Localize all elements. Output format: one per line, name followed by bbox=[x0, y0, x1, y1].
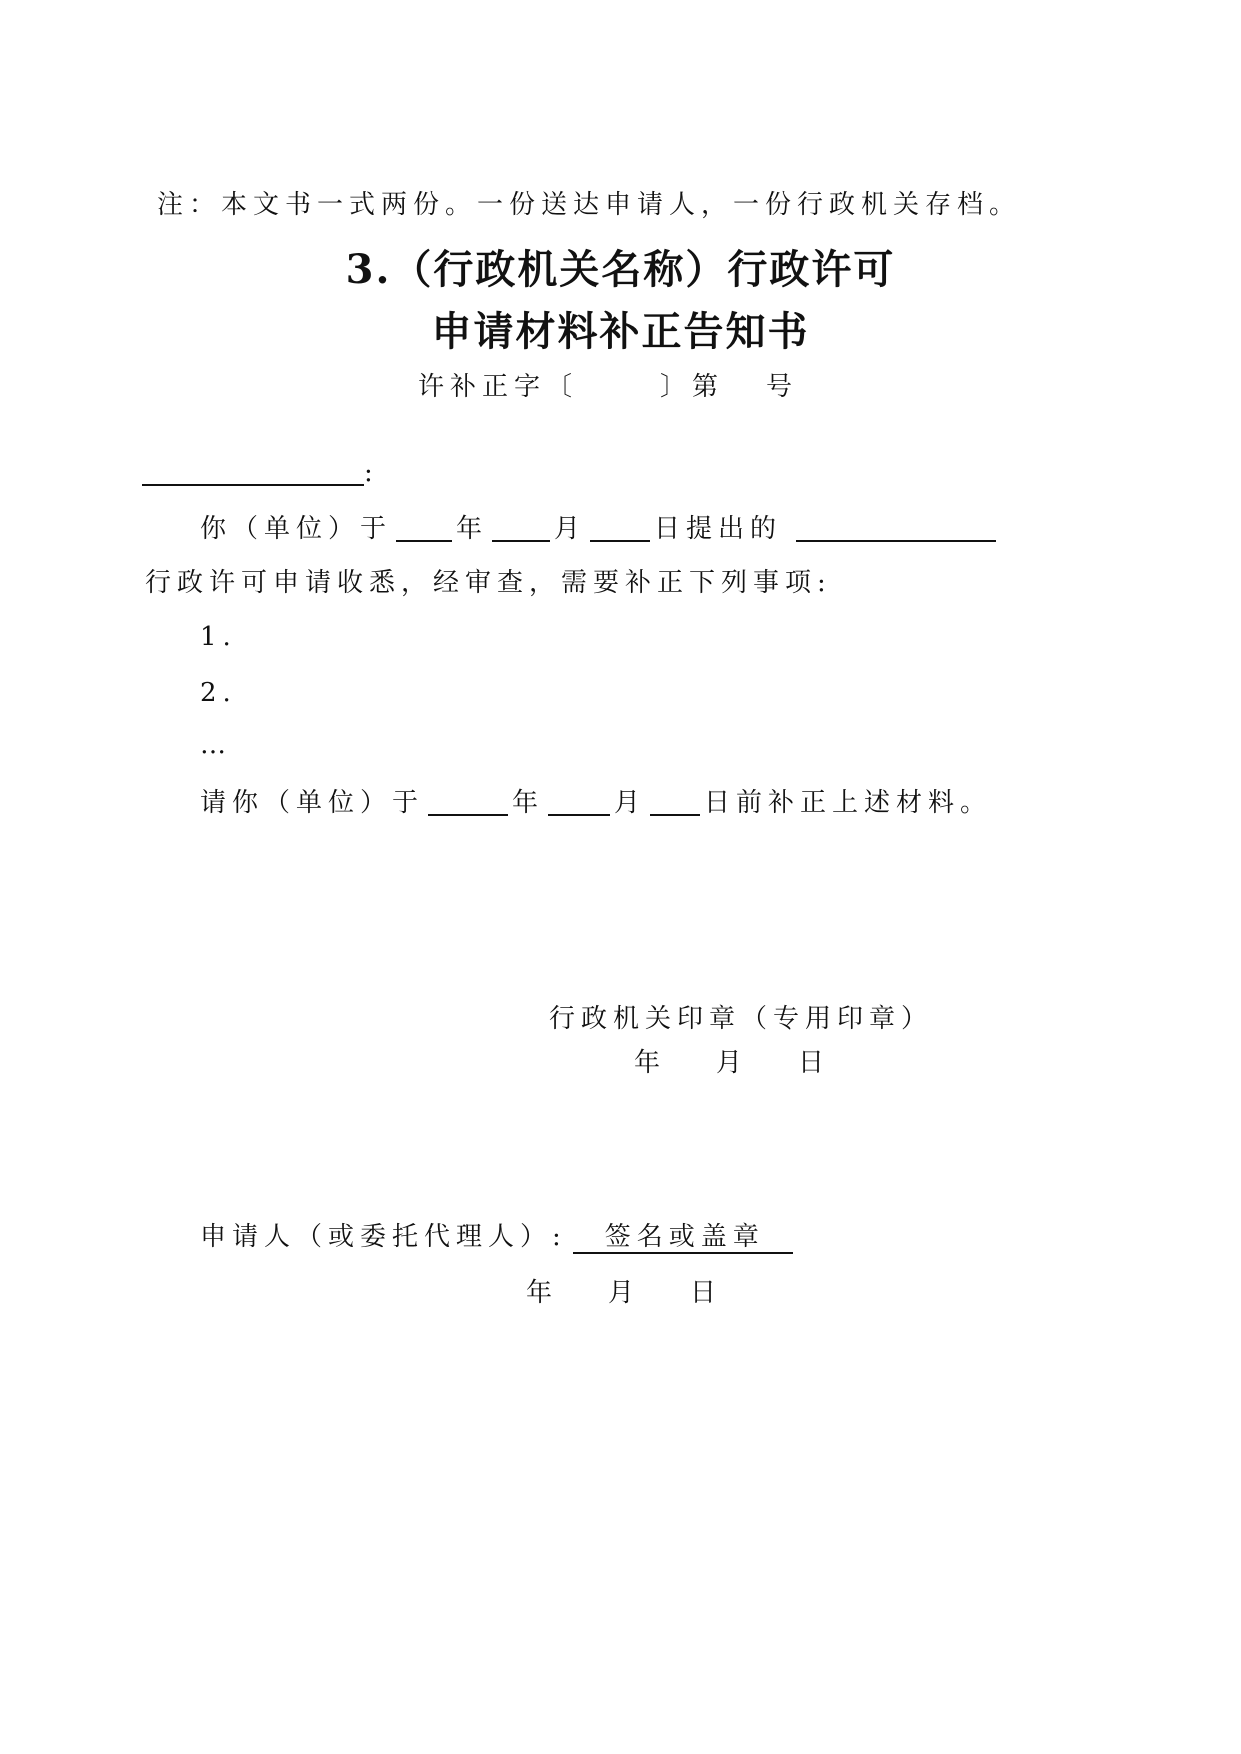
applicant-date-month: 月 bbox=[608, 1278, 641, 1308]
agency-seal-label: 行政机关印章（专用印章） bbox=[549, 1004, 934, 1034]
deadline-month-blank[interactable] bbox=[548, 788, 610, 816]
paragraph-1-start: 你（单位）于 bbox=[200, 514, 393, 544]
applicant-signature-field[interactable]: 签名或盖章 bbox=[573, 1222, 793, 1254]
agency-date-year: 年 bbox=[634, 1048, 667, 1078]
note-text: 注：本文书一式两份。一份送达申请人，一份行政机关存档。 bbox=[157, 190, 1022, 220]
deadline-year-blank[interactable] bbox=[428, 788, 508, 816]
deadline-day-blank[interactable] bbox=[650, 788, 700, 816]
paragraph-2 bbox=[200, 788, 992, 816]
document-number bbox=[418, 374, 798, 400]
list-item-1: 1. bbox=[200, 622, 237, 652]
applicant-date-year: 年 bbox=[526, 1278, 559, 1308]
year-blank[interactable] bbox=[396, 514, 452, 542]
list-item-2: 2. bbox=[200, 678, 237, 708]
applicant-label: 申请人（或委托代理人）: bbox=[200, 1222, 567, 1252]
list-ellipsis: … bbox=[200, 730, 232, 760]
applicant-line bbox=[200, 1224, 793, 1250]
addressee-colon: : bbox=[364, 458, 379, 488]
document-number-suffix: 号 bbox=[766, 372, 799, 402]
deadline-month-label: 月 bbox=[614, 788, 647, 818]
document-number-prefix: 许补正字〔 bbox=[418, 372, 579, 402]
document-number-middle: 〕第 bbox=[660, 372, 725, 402]
month-blank[interactable] bbox=[492, 514, 550, 542]
document-title-line2: 申请材料补正告知书 bbox=[431, 308, 810, 355]
agency-date-day: 日 bbox=[798, 1048, 831, 1078]
application-item-blank[interactable] bbox=[796, 514, 996, 542]
agency-date-month: 月 bbox=[716, 1048, 749, 1078]
month-label: 月 bbox=[554, 514, 587, 544]
year-label: 年 bbox=[456, 514, 489, 544]
paragraph-1 bbox=[200, 514, 1000, 542]
addressee-blank[interactable] bbox=[142, 458, 364, 486]
applicant-date bbox=[526, 1280, 722, 1306]
day-blank[interactable] bbox=[590, 514, 650, 542]
document-title-line1: 3.（行政机关名称）行政许可 bbox=[345, 246, 896, 293]
paragraph-1-continuation: 行政许可申请收悉，经审查，需要补正下列事项: bbox=[145, 568, 832, 598]
deadline-year-label: 年 bbox=[512, 788, 545, 818]
applicant-date-day: 日 bbox=[690, 1278, 723, 1308]
addressee-line bbox=[142, 458, 379, 486]
agency-date bbox=[634, 1050, 830, 1076]
paragraph-2-start: 请你（单位）于 bbox=[200, 788, 425, 818]
paragraph-1-day: 日提出的 bbox=[654, 514, 783, 544]
paragraph-2-day: 日前补正上述材料。 bbox=[704, 788, 993, 818]
